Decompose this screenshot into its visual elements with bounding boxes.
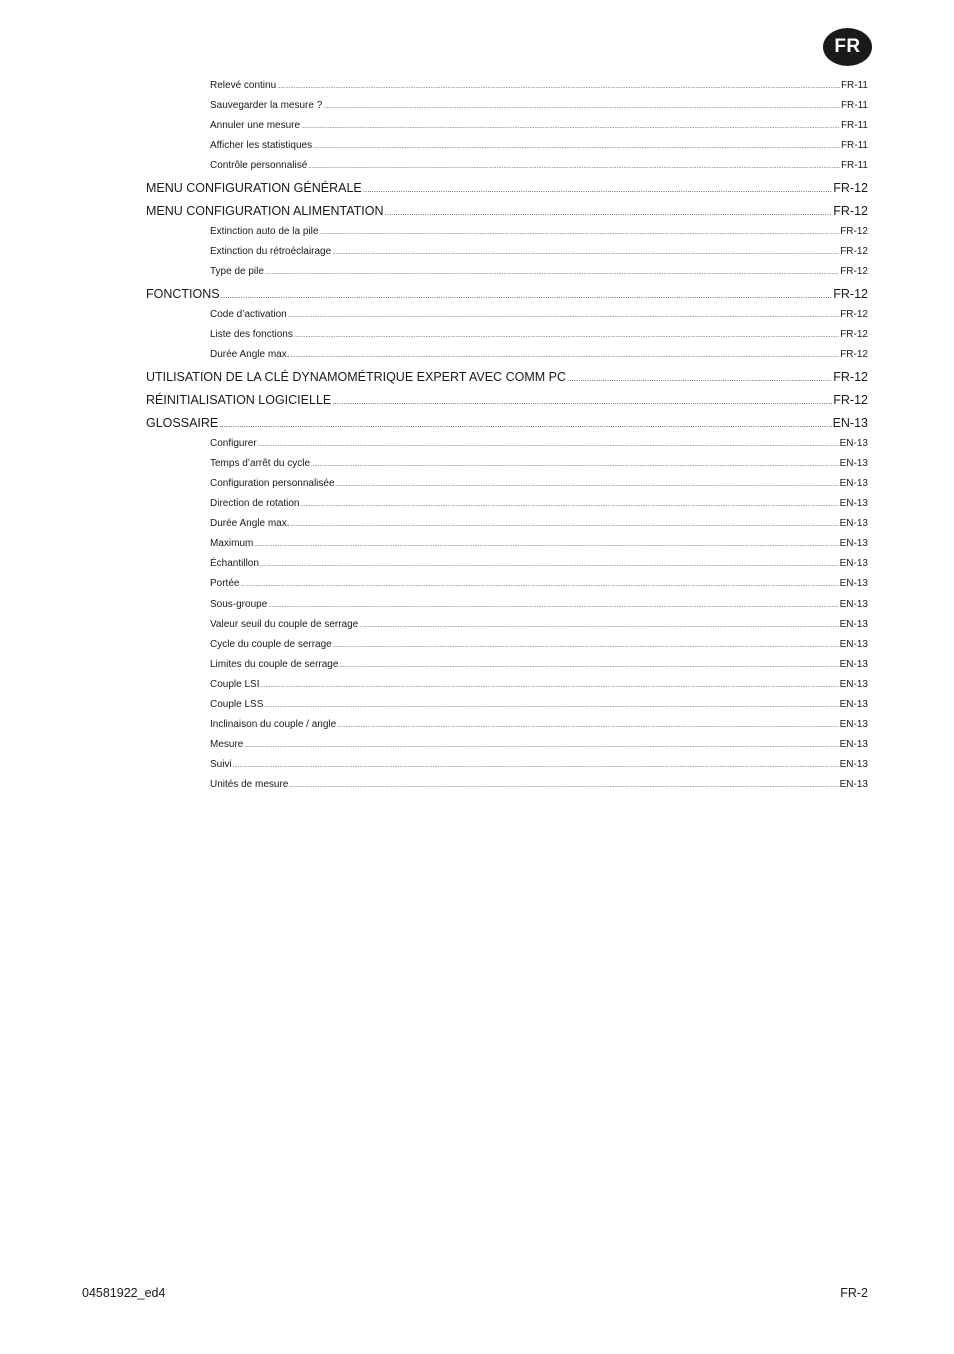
toc-entry-page: FR-12	[840, 329, 868, 340]
toc-entry-label: Durée Angle max.	[210, 349, 290, 360]
toc-entry-label: Relevé continu	[210, 80, 277, 91]
toc-dot-leader	[319, 226, 839, 237]
toc-entry-label: Extinction du rétroéclairage	[210, 246, 332, 257]
toc-entry-page: FR-12	[840, 246, 868, 257]
toc-dot-leader	[363, 181, 833, 195]
toc-entry-label: Suivi	[210, 759, 232, 770]
toc-entry-page: EN-13	[839, 639, 868, 650]
toc-subentry	[210, 140, 868, 151]
page-number: FR-2	[840, 1286, 868, 1300]
toc-entry-label: Code d’activation	[210, 309, 287, 320]
toc-subentry	[210, 349, 868, 360]
toc-entry-page: EN-13	[839, 739, 868, 750]
toc-dot-leader	[385, 204, 833, 218]
toc-entry-page: EN-13	[839, 599, 868, 610]
toc-subentry	[210, 120, 868, 131]
toc-dot-leader	[233, 759, 839, 770]
toc-subentry	[210, 100, 868, 111]
toc-dot-leader	[264, 699, 838, 710]
toc-subentry	[210, 80, 868, 91]
toc-subentry	[210, 498, 868, 509]
toc-entry-label: UTILISATION DE LA CLÉ DYNAMOMÉTRIQUE EXPERT AVEC COMM PC	[146, 370, 566, 384]
toc-subentry	[210, 438, 868, 449]
toc-dot-leader	[291, 349, 840, 360]
language-badge	[823, 28, 872, 66]
toc-dot-leader	[339, 659, 838, 670]
toc-entry-page: FR-12	[833, 393, 868, 407]
toc-section-entry	[146, 370, 868, 384]
toc-subentry	[210, 538, 868, 549]
toc-entry-label: Portée	[210, 578, 240, 589]
toc-entry-page: EN-13	[839, 779, 868, 790]
toc-entry-page: EN-13	[839, 619, 868, 630]
toc-dot-leader	[219, 416, 831, 430]
toc-entry-label: Annuler une mesure	[210, 120, 301, 131]
toc-dot-leader	[567, 370, 832, 384]
toc-dot-leader	[359, 619, 838, 630]
toc-entry-page: FR-12	[840, 309, 868, 320]
toc-entry-page: FR-12	[833, 370, 868, 384]
toc-entry-label: Configurer	[210, 438, 257, 449]
toc-dot-leader	[258, 438, 839, 449]
toc-subentry	[210, 246, 868, 257]
toc-entry-label: Direction de rotation	[210, 498, 300, 509]
toc-dot-leader	[336, 478, 839, 489]
toc-dot-leader	[221, 287, 833, 301]
toc-entry-page: FR-12	[840, 349, 868, 360]
toc-entry-label: Afficher les statistiques	[210, 140, 313, 151]
toc-dot-leader	[311, 458, 839, 469]
toc-entry-page: FR-12	[840, 226, 868, 237]
toc-entry-label: Sauvegarder la mesure ?	[210, 100, 323, 111]
toc-entry-label: Configuration personnalisée	[210, 478, 335, 489]
toc-entry-label: Limites du couple de serrage	[210, 659, 339, 670]
toc-dot-leader	[240, 578, 838, 589]
toc-entry-page: FR-11	[840, 80, 868, 91]
toc-dot-leader	[332, 246, 839, 257]
toc-section-entry	[146, 287, 868, 301]
toc-dot-leader	[313, 140, 840, 151]
toc-dot-leader	[277, 80, 840, 91]
toc-dot-leader	[265, 266, 839, 277]
toc-subentry	[210, 458, 868, 469]
toc-entry-page: EN-13	[839, 578, 868, 589]
toc-entry-label: MENU CONFIGURATION ALIMENTATION	[146, 204, 384, 218]
toc-entry-label: GLOSSAIRE	[146, 416, 219, 430]
document-id: 04581922_ed4	[82, 1286, 166, 1300]
toc-entry-page: EN-13	[832, 416, 868, 430]
toc-entry-label: Temps d’arrêt du cycle	[210, 458, 311, 469]
toc-dot-leader	[288, 309, 839, 320]
toc-dot-leader	[268, 599, 838, 610]
toc-entry-label: Unités de mesure	[210, 779, 289, 790]
toc-subentry	[210, 578, 868, 589]
toc-entry-page: EN-13	[839, 699, 868, 710]
toc-subentry	[210, 329, 868, 340]
toc-entry-page: FR-11	[840, 140, 868, 151]
toc-entry-label: Mesure	[210, 739, 244, 750]
toc-subentry	[210, 719, 868, 730]
toc-subentry	[210, 639, 868, 650]
toc-entry-label: MENU CONFIGURATION GÉNÉRALE	[146, 181, 362, 195]
toc-subentry	[210, 739, 868, 750]
toc-entry-page: EN-13	[839, 759, 868, 770]
toc-entry-page: EN-13	[839, 679, 868, 690]
toc-dot-leader	[244, 739, 838, 750]
toc-entry-label: Sous-groupe	[210, 599, 268, 610]
toc-section-entry	[146, 181, 868, 195]
toc-entry-label: Durée Angle max.	[210, 518, 290, 529]
toc-entry-page: EN-13	[839, 659, 868, 670]
toc-subentry	[210, 160, 868, 171]
toc-entry-label: Contrôle personnalisé	[210, 160, 308, 171]
toc-dot-leader	[291, 518, 839, 529]
language-badge-label: FR	[834, 36, 861, 57]
toc-subentry	[210, 759, 868, 770]
toc-subentry	[210, 309, 868, 320]
toc-dot-leader	[332, 393, 832, 407]
toc-dot-leader	[323, 100, 840, 111]
toc-subentry	[210, 599, 868, 610]
toc-entry-label: Couple LSI	[210, 679, 260, 690]
toc-dot-leader	[289, 779, 838, 790]
toc-dot-leader	[294, 329, 839, 340]
toc-entry-label: Échantillon	[210, 558, 259, 569]
toc-entry-label: Couple LSS	[210, 699, 264, 710]
toc-entry-label: Type de pile	[210, 266, 264, 277]
toc-dot-leader	[260, 679, 838, 690]
toc-section-entry	[146, 393, 868, 407]
toc-subentry	[210, 679, 868, 690]
toc-dot-leader	[301, 120, 840, 131]
toc-subentry	[210, 226, 868, 237]
toc-entry-page: EN-13	[839, 438, 868, 449]
toc-dot-leader	[301, 498, 839, 509]
toc-dot-leader	[337, 719, 838, 730]
toc-subentry	[210, 518, 868, 529]
toc-entry-label: RÉINITIALISATION LOGICIELLE	[146, 393, 332, 407]
toc-subentry	[210, 619, 868, 630]
toc-entry-page: FR-11	[840, 120, 868, 131]
toc-entry-page: FR-11	[840, 160, 868, 171]
toc-entry-label: Valeur seuil du couple de serrage	[210, 619, 359, 630]
toc-entry-page: FR-12	[833, 287, 868, 301]
toc-entry-page: FR-12	[833, 181, 868, 195]
toc-subentry	[210, 266, 868, 277]
toc-subentry	[210, 558, 868, 569]
toc-subentry	[210, 478, 868, 489]
toc-entry-page: FR-12	[840, 266, 868, 277]
toc-entry-page: EN-13	[839, 518, 868, 529]
toc-dot-leader	[254, 538, 838, 549]
toc-entry-page: FR-12	[833, 204, 868, 218]
toc-entry-label: FONCTIONS	[146, 287, 220, 301]
toc-subentry	[210, 779, 868, 790]
toc-dot-leader	[333, 639, 839, 650]
toc-entry-page: FR-11	[840, 100, 868, 111]
toc-subentry	[210, 659, 868, 670]
toc-entry-label: Extinction auto de la pile	[210, 226, 319, 237]
toc-entry-page: EN-13	[839, 558, 868, 569]
toc-entry-page: EN-13	[839, 538, 868, 549]
toc-entry-page: EN-13	[839, 719, 868, 730]
toc-section-entry	[146, 416, 868, 430]
toc-subentry	[210, 699, 868, 710]
toc-entry-page: EN-13	[839, 458, 868, 469]
toc-entry-label: Liste des fonctions	[210, 329, 293, 340]
toc-entry-page: EN-13	[839, 478, 868, 489]
toc-dot-leader	[260, 558, 839, 569]
toc-entry-page: EN-13	[839, 498, 868, 509]
toc-dot-leader	[308, 160, 840, 171]
toc-section-entry	[146, 204, 868, 218]
toc-entry-label: Cycle du couple de serrage	[210, 639, 332, 650]
toc-entry-label: Inclinaison du couple / angle	[210, 719, 337, 730]
toc-entry-label: Maximum	[210, 538, 254, 549]
